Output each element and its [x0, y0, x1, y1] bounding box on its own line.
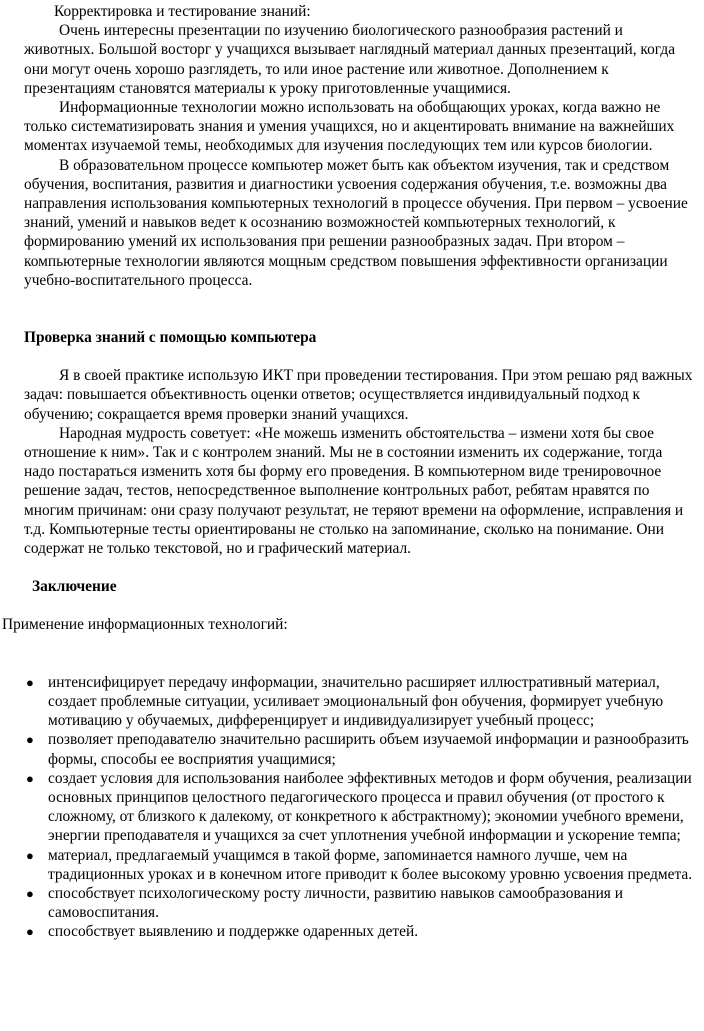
list-item-text: способствует психологическому росту личности, развитию навыков самообразования и самовоспитания.: [48, 884, 623, 922]
bullet-icon: ●: [26, 770, 34, 786]
list-item-text: позволяет преподавателю значительно расширить объем изучаемой информации и разнообразить формы, способы ее восприятия учащимися;: [48, 731, 689, 768]
conclusion-bullet-list: [24, 673, 694, 942]
paragraph-folk-wisdom: Народная мудрость советует: «Не можешь изменить обстоятельства – измени хотя бы свое отношение к ним». Так и с контролем знаний. Мы не в состоянии изменить их содержание, тогда надо постараться изменить хотя бы форму его проведения. В компьютерном виде тренировочное решение задач, тестов, непосредственное выполнение контрольных работ, ребятам нравятся по многим причинам: они сразу получают результат, не теряют времени на оформление, исправления и т.д. Компьютерные тесты ориентированы не столько на запоминание, сколько на понимание. Они содержат не только текстовой, но и графический материал.: [24, 424, 684, 558]
bullet-icon: ●: [26, 924, 34, 940]
section-heading-conclusion: Заключение: [32, 578, 117, 596]
spacer: [24, 558, 694, 577]
spacer: [24, 596, 694, 615]
paragraph-computer-role: В образовательном процессе компьютер может быть как объектом изучения, так и средством обучения, воспитания, развития и диагностики усвоения содержания обучения, т.е. возможны два направления использования компьютерных технологий в процессе обучения. При первом – усвоение знаний, умений и навыков ведет к осознанию возможностей компьютерных технологий, к формированию умений их использования при решении разнообразных задач. При втором – компьютерные технологии являются мощным средством повышения эффективности организации учебно-воспитательного процесса.: [24, 156, 688, 289]
spacer: [24, 290, 694, 328]
list-item: [26, 846, 694, 884]
bullet-icon: ●: [26, 885, 34, 901]
section-heading-knowledge-check: Проверка знаний с помощью компьютера: [24, 329, 317, 347]
conclusion-lead: Применение информационных технологий:: [2, 616, 288, 634]
paragraph-presentations: Очень интересны презентации по изучению биологического разнообразия растений и животных. Большой восторг у учащихся вызывает наглядный материал данных презентаций, когда они могут очень хорошо разглядеть, то или иное растение или животное. Дополнением к презентациям становятся материалы к уроку приготовленные учащимися.: [24, 22, 676, 97]
bullet-icon: ●: [26, 674, 34, 690]
list-item: [26, 769, 694, 846]
paragraph-generalizing-lessons: Информационные технологии можно использовать на обобщающих уроках, когда важно не только систематизировать знания и умения учащихся, но и акцентировать внимание на важнейших моментах изучаемой темы, необходимых для изучения последующих тем или курсов биологии.: [24, 99, 675, 155]
list-item: [26, 884, 694, 922]
list-item: [26, 730, 694, 768]
list-item: [26, 922, 694, 941]
spacer: [24, 347, 694, 366]
spacer: [24, 635, 694, 673]
list-item: [26, 673, 694, 731]
paragraph-testing-practice: Я в своей практике использую ИКТ при проведении тестирования. При этом решаю ряд важных задач: повышается объективность оценки ответов; осуществляется индивидуальный подход к обучению; сокращается время проверки знаний учащихся.: [24, 367, 693, 423]
list-item-text: способствует выявлению и поддержке одаренных детей.: [48, 923, 419, 941]
list-item-text: материал, предлагаемый учащимся в такой форме, запоминается намного лучше, чем на традиционных уроках и в конечном итоге приводит к более высокому уровню усвоения предмета.: [48, 846, 693, 883]
list-item-text: интенсифицирует передачу информации, значительно расширяет иллюстративный материал, создает проблемные ситуации, усиливает эмоциональный фон обучения, формирует учебную мотивацию у обучаемых, дифференцирует и индивидуализирует учебный процесс;: [48, 673, 664, 730]
bullet-icon: ●: [26, 732, 34, 748]
list-item-text: создает условия для использования наиболее эффективных методов и форм обучения, реализации основных принципов целостного педагогического процесса и правил обучения (от простого к сложному, от близкого к далекому, от конкретного к абстрактному); экономии учебного времени, энергии преподавателя и учащихся за счет уплотнения учебной информации и ускорение темпа;: [48, 769, 692, 845]
section-heading-assessment: Корректировка и тестирование знаний:: [54, 3, 311, 20]
bullet-icon: ●: [26, 847, 34, 863]
